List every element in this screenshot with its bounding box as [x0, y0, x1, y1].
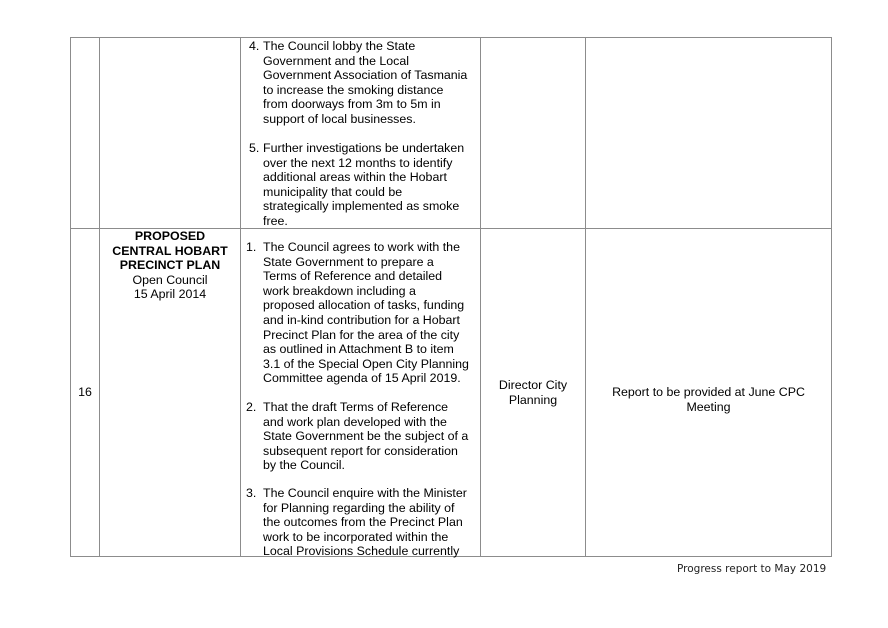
row1-number-cell: [70, 37, 100, 229]
resolution-1-number: 1.: [246, 240, 257, 254]
resolution-1-line: and in-kind contribution for a Hobart: [263, 313, 460, 327]
resolution-3-line: the outcomes from the Precinct Plan: [263, 515, 463, 530]
row1-responsible-cell: [480, 37, 586, 229]
resolution-1-line: work breakdown including a: [263, 283, 416, 298]
responsible-officer-line: Director City: [498, 378, 568, 392]
row2-resolution-cell: [240, 228, 481, 557]
resolution-5-line: Further investigations be undertaken: [263, 141, 465, 155]
item-title-line: PRECINCT PLAN: [119, 258, 221, 273]
resolution-4-line: Government Association of Tasmania: [263, 68, 468, 83]
item-title-line: PROPOSED: [134, 229, 206, 243]
item-number: 16: [78, 385, 92, 399]
resolution-5-line: over the next 12 months to identify: [263, 155, 453, 170]
resolution-1-line: 3.1 of the Special Open City Planning: [263, 356, 469, 371]
row1-resolution-cell: [240, 37, 481, 229]
resolution-2-number: 2.: [246, 400, 257, 414]
resolution-1-line: State Government to prepare a: [263, 254, 434, 269]
resolution-5-number: 5.: [249, 141, 260, 155]
resolutions-table: [70, 37, 832, 557]
item-date: 15 April 2014: [133, 287, 207, 302]
row2-item-cell: [99, 228, 241, 557]
resolution-5-line: strategically implemented as smoke: [263, 199, 460, 214]
row2-number-cell: [70, 228, 100, 557]
resolution-3-line: The Council enquire with the Minister: [263, 486, 467, 500]
resolution-1-line: Committee agenda of 15 April 2019.: [263, 371, 461, 386]
resolution-2-line: and work plan developed with the: [263, 414, 447, 429]
resolution-4-line: support of local businesses.: [263, 112, 416, 126]
resolution-4-line: from doorways from 3m to 5m in: [263, 97, 441, 112]
status-line: Meeting: [686, 399, 731, 414]
resolution-3-line: work to be incorporated within the: [263, 529, 449, 544]
resolution-1-line: Terms of Reference and detailed: [263, 269, 443, 284]
row2-status-cell: [585, 228, 832, 557]
resolution-5-line: free.: [263, 214, 288, 228]
resolution-3-number: 3.: [246, 486, 257, 500]
resolution-5-line: municipality that could be: [263, 184, 403, 199]
resolution-4-line: to increase the smoking distance: [263, 82, 444, 97]
resolution-5-line: additional areas within the Hobart: [263, 170, 447, 185]
resolution-4-number: 4.: [249, 39, 260, 53]
resolution-2-line: subsequent report for consideration: [263, 443, 458, 458]
item-meeting: Open Council: [132, 272, 208, 287]
status-line: Report to be provided at June CPC: [612, 385, 805, 399]
row1-item-cell: [99, 37, 241, 229]
resolution-1-line: Precinct Plan for the area of the city: [263, 327, 460, 342]
resolution-1-line: The Council agrees to work with the: [263, 240, 460, 254]
page-footer: Progress report to May 2019: [677, 563, 827, 575]
resolution-2-line: That the draft Terms of Reference: [263, 400, 449, 414]
item-title-line: CENTRAL HOBART: [112, 243, 228, 258]
resolution-1-line: proposed allocation of tasks, funding: [263, 298, 465, 313]
resolution-2-line: State Government be the subject of a: [263, 429, 469, 444]
resolution-3-line: Local Provisions Schedule currently: [263, 544, 460, 559]
row1-status-cell: [585, 37, 832, 229]
row2-responsible-cell: [480, 228, 586, 557]
resolution-4-line: The Council lobby the State: [263, 39, 416, 53]
resolution-4-line: Government and the Local: [263, 53, 410, 68]
resolution-2-line: by the Council.: [263, 458, 345, 473]
responsible-officer-line: Planning: [508, 392, 558, 407]
resolution-3-line: for Planning regarding the ability of: [263, 500, 455, 515]
resolution-1-line: as outlined in Attachment B to item: [263, 342, 454, 357]
